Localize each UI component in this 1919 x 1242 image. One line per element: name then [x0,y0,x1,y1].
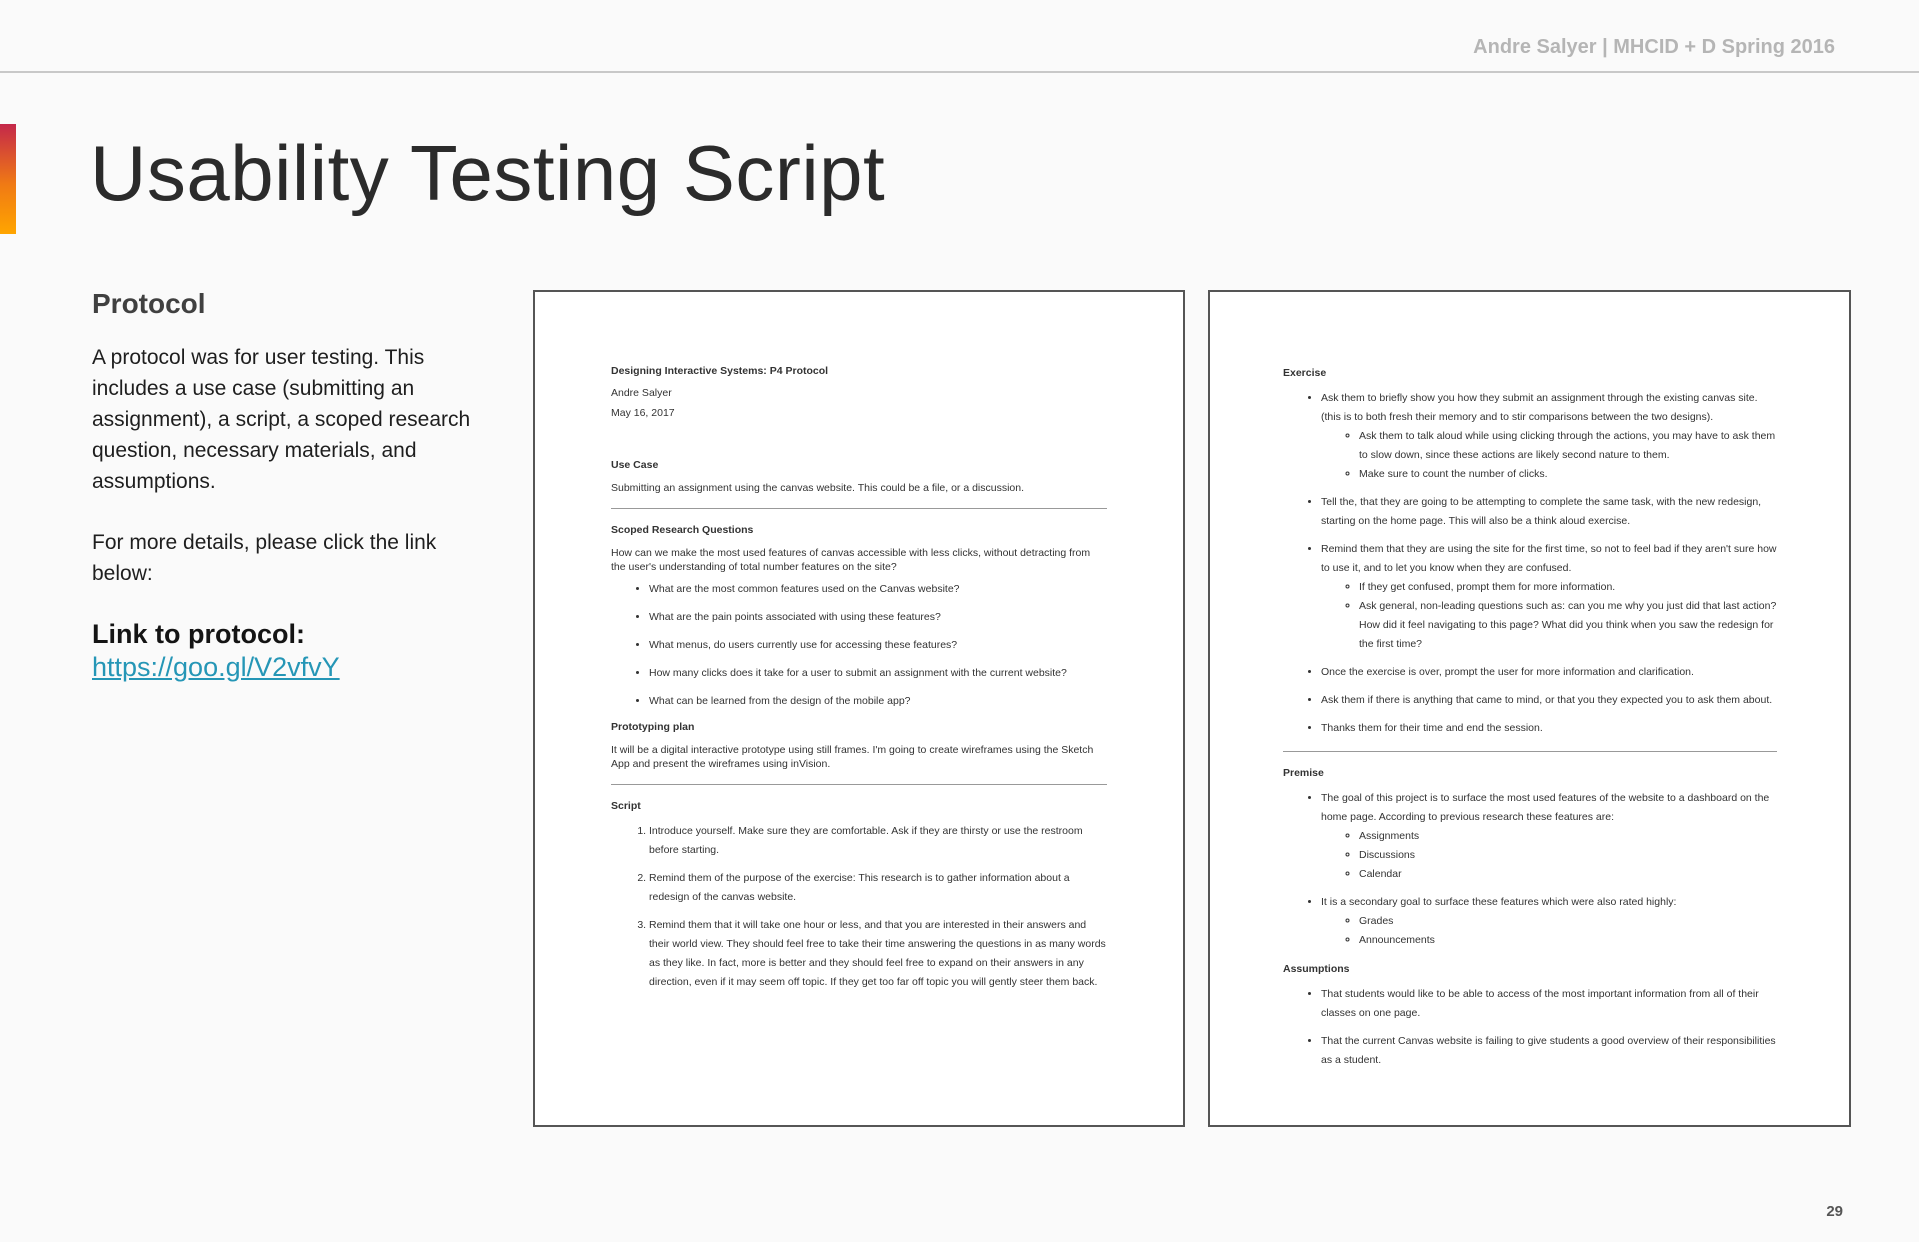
research-questions-heading: Scoped Research Questions [611,524,754,536]
exercise-heading: Exercise [1283,367,1327,379]
list-item: • That the current Canvas website is failing to give students a good overview of their responsibilities as a student. [1321,1032,1777,1070]
list-item: ◦ Ask them to talk aloud while using clicking through the actions, you may have to ask them to slow down, since these actions are likely second nature to them. [1359,427,1777,465]
research-questions-list [611,580,1107,711]
divider [611,508,1107,509]
list-item: • What menus, do users currently use for accessing these features? [649,636,1107,655]
assumptions-list [1283,985,1777,1070]
list-item-text: Ask them to briefly show you how they submit an assignment through the existing canvas site. (this is to both fresh their memory and to stir comparisons between the two designs). [1321,392,1758,423]
premise-heading: Premise [1283,767,1324,779]
divider [1283,751,1777,752]
list-item: ◦ Assignments [1359,827,1777,846]
use-case-heading: Use Case [611,459,659,471]
list-item [1321,540,1777,654]
script-heading: Script [611,800,641,812]
list-item: • What are the most common features used on the Canvas website? [649,580,1107,599]
list-item: • How many clicks does it take for a user to submit an assignment with the current website? [649,664,1107,683]
list-item-text: It is a secondary goal to surface these features which were also rated highly: [1321,896,1677,908]
list-item: ◦ If they get confused, prompt them for more information. [1359,578,1777,597]
list-item: ◦ Announcements [1359,931,1777,950]
list-item: • That students would like to be able to access of the most important information from all of their classes on one page. [1321,985,1777,1023]
accent-bar [0,124,16,234]
prototyping-text: It will be a digital interactive prototype using still frames. I'm going to create wireframes using the Sketch App and present the wireframes using inVision. [611,744,1094,770]
list-item [1321,893,1777,950]
list-item-text: The goal of this project is to surface the most used features of the website to a dashboard on the home page. According to previous research these features are: [1321,792,1770,823]
research-questions-intro: How can we make the most used features of canvas accessible with less clicks, without detracting from the user's understanding of total number features on the site? [611,547,1091,573]
header-divider [0,71,1919,73]
list-item [1321,789,1777,884]
list-item: • Tell the, that they are going to be attempting to complete the same task, with the new redesign, starting on the home page. This will also be a think aloud exercise. [1321,493,1777,531]
page-2-content [1283,366,1777,1079]
exercise-list [1283,389,1777,738]
protocol-link[interactable]: https://goo.gl/V2vfvY [92,652,340,682]
sub-list [1321,912,1777,950]
doc-date: May 16, 2017 [611,407,675,419]
protocol-description: A protocol was for user testing. This includes a use case (submitting an assignment), a script, a scoped research question, necessary materials, and assumptions. [92,346,471,493]
protocol-page-1 [533,290,1185,1127]
divider [611,784,1107,785]
sub-list [1321,827,1777,884]
use-case-text: Submitting an assignment using the canvas website. This could be a file, or a discussion. [611,482,1025,494]
list-item: 2. Remind them of the purpose of the exercise: This research is to gather information about a redesign of the canvas website. [649,869,1107,907]
header-credit: Andre Salyer | MHCID + D Spring 2016 [1473,36,1835,58]
doc-author: Andre Salyer [611,387,672,399]
page-1-content [611,364,1107,1001]
sub-list [1321,578,1777,654]
list-item: • What can be learned from the design of the mobile app? [649,692,1107,711]
list-item: 3. Remind them that it will take one hour or less, and that you are interested in their answers and their world view. They should feel free to take their time answering the questions in as many words as they like. In fact, more is better and they should feel free to expand on their answers in any direction, even if it may seem off topic. If they get too far off topic you will gently steer them back. [649,916,1107,992]
sub-list [1321,427,1777,484]
protocol-heading: Protocol [92,288,206,319]
link-label: Link to protocol: [92,619,305,649]
list-item: ◦ Grades [1359,912,1777,931]
premise-list [1283,789,1777,950]
protocol-page-2 [1208,290,1851,1127]
protocol-sidebar [92,288,472,683]
list-item: ◦ Calendar [1359,865,1777,884]
list-item: 1. Introduce yourself. Make sure they are comfortable. Ask if they are thirsty or use the restroom before starting. [649,822,1107,860]
list-item: • Thanks them for their time and end the session. [1321,719,1777,738]
list-item: • What are the pain points associated with using these features? [649,608,1107,627]
details-prompt: For more details, please click the link below: [92,531,437,585]
list-item: • Once the exercise is over, prompt the user for more information and clarification. [1321,663,1777,682]
list-item: ◦ Discussions [1359,846,1777,865]
doc-title: Designing Interactive Systems: P4 Protocol [611,365,829,377]
list-item: ◦ Ask general, non-leading questions such as: can you me why you just did that last action? How did it feel navigating to this page? What did you think when you saw the redesign for the first time? [1359,597,1777,654]
page-number: 29 [1826,1203,1843,1220]
list-item: • Ask them if there is anything that came to mind, or that you they expected you to ask them about. [1321,691,1777,710]
list-item: ◦ Make sure to count the number of clicks. [1359,465,1777,484]
assumptions-heading: Assumptions [1283,963,1350,975]
script-list [611,822,1107,992]
list-item [1321,389,1777,484]
page-title: Usability Testing Script [90,129,886,217]
list-item-text: Remind them that they are using the site for the first time, so not to feel bad if they aren't sure how to use it, and to let you know when they are confused. [1321,543,1777,574]
prototyping-heading: Prototyping plan [611,721,695,733]
